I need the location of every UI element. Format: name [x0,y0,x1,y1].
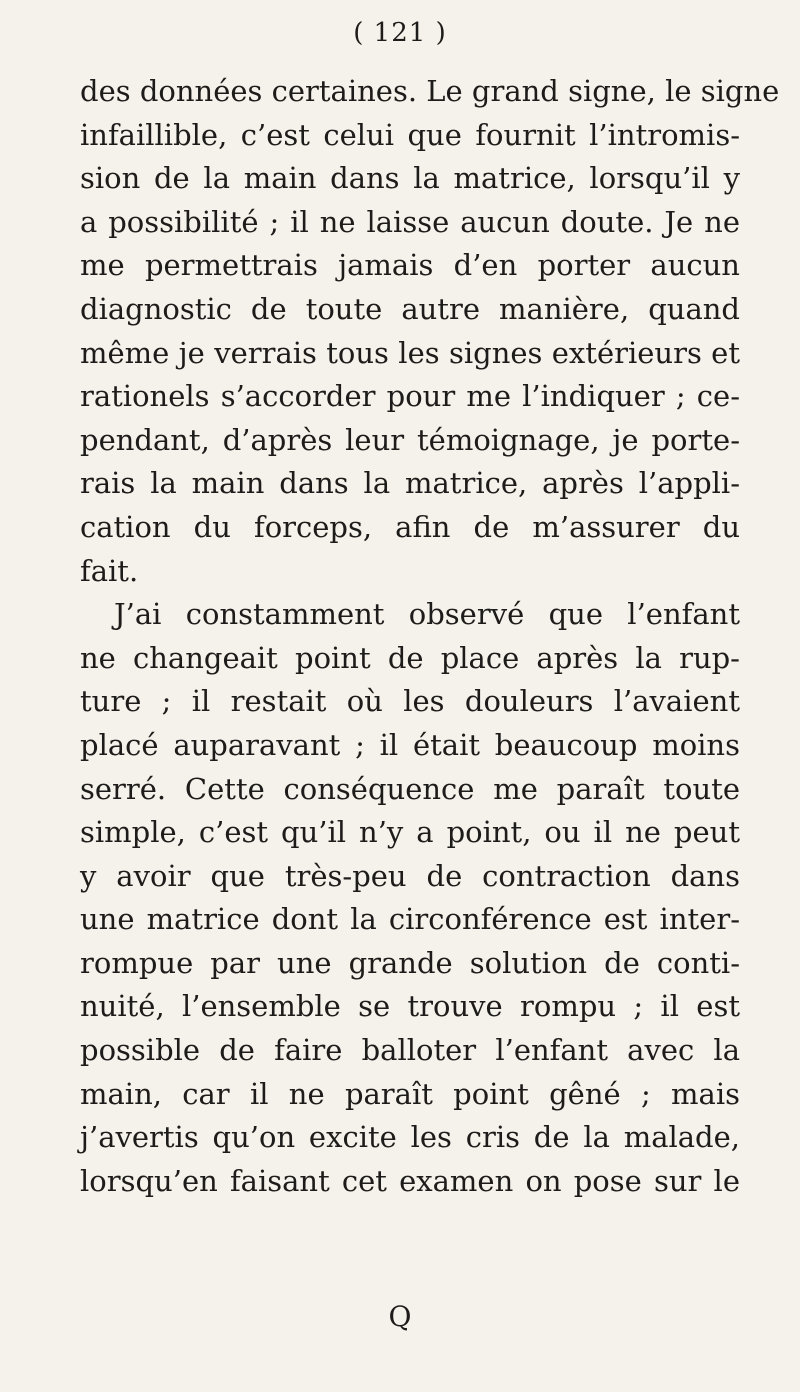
text-line: infaillible, c’est celui que fournit l’intromis- [80,117,740,152]
text-line: rationels s’accorder pour me l’indiquer ; ce- [80,379,740,414]
text-line: même je verrais tous les signes extérieurs et [80,335,740,370]
signature-mark: Q [388,1300,412,1333]
text-line: y avoir que très-peu de contraction dans [80,858,740,893]
paragraph-start-line: J’ai constamment observé que l’enfant [114,597,740,632]
text-line: j’avertis qu’on excite les cris de la malade, [80,1120,740,1155]
text-line: me permettrais jamais d’en porter aucun [80,248,740,283]
text-line: cation du forceps, afin de m’assurer du [80,509,740,544]
page-number: ( 121 ) [353,18,447,48]
text-line: fait. [80,553,139,588]
text-line: diagnostic de toute autre manière, quand [80,291,740,326]
text-line: a possibilité ; il ne laisse aucun doute. Je ne [80,204,740,239]
text-line: possible de faire balloter l’enfant avec la [80,1033,740,1068]
text-line: main, car il ne paraît point gêné ; mais [80,1076,740,1111]
text-line: sion de la main dans la matrice, lorsqu’il y [80,161,740,196]
text-line: serré. Cette conséquence me paraît toute [80,771,740,806]
text-line: ture ; il restait où les douleurs l’avaient [80,684,740,719]
body-text [80,70,780,1203]
text-line: lorsqu’en faisant cet examen on pose sur le [80,1163,740,1198]
text-line: rompue par une grande solution de conti- [80,945,740,980]
text-line: nuité, l’ensemble se trouve rompu ; il est [80,989,740,1024]
text-line: placé auparavant ; il était beaucoup moins [80,727,740,762]
text-line: une matrice dont la circonférence est inter- [80,902,740,937]
text-line: simple, c’est qu’il n’y a point, ou il ne peut [80,815,740,850]
text-line: pendant, d’après leur témoignage, je porte- [80,422,740,457]
text-line: ne changeait point de place après la rup- [80,640,740,675]
text-line: des données certaines. Le grand signe, le signe [80,74,780,108]
text-line: rais la main dans la matrice, après l’appli- [80,466,740,501]
